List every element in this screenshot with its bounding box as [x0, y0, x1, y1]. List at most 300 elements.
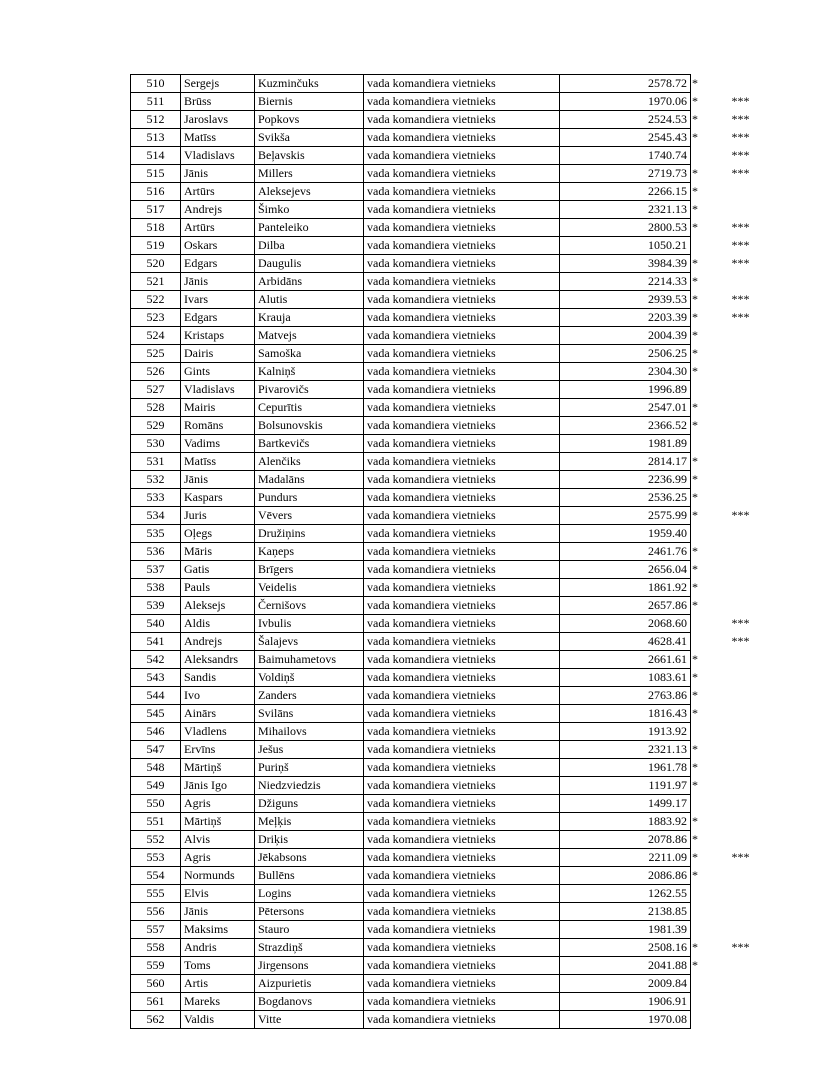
- last-name-cell: Cepurītis: [255, 399, 364, 417]
- asterisk-mark-cell: *: [692, 274, 698, 288]
- asterisk-mark-cell: [691, 975, 721, 993]
- first-name-cell: Aleksejs: [181, 597, 255, 615]
- triple-asterisk-mark-cell: [721, 381, 761, 399]
- last-name-cell: Vitte: [255, 1011, 364, 1029]
- row-number-cell: 548: [131, 759, 181, 777]
- asterisk-mark-cell: *: [692, 580, 698, 594]
- last-name-cell: Driķis: [255, 831, 364, 849]
- table-row: [131, 849, 761, 867]
- row-number-cell: 527: [131, 381, 181, 399]
- row-number-cell: 542: [131, 651, 181, 669]
- position-cell: vada komandiera vietnieks: [364, 921, 560, 939]
- position-cell: vada komandiera vietnieks: [364, 363, 560, 381]
- triple-asterisk-mark-cell: ***: [731, 220, 750, 234]
- amount-cell: 1996.89: [560, 381, 691, 399]
- asterisk-mark-cell: *: [692, 598, 698, 612]
- amount-cell: 2304.30: [560, 363, 691, 381]
- position-cell: vada komandiera vietnieks: [364, 741, 560, 759]
- amount-cell: 1959.40: [560, 525, 691, 543]
- amount-cell: 1970.06: [560, 93, 691, 111]
- first-name-cell: Mārtiņš: [181, 813, 255, 831]
- first-name-cell: Vadims: [181, 435, 255, 453]
- row-number-cell: 532: [131, 471, 181, 489]
- table-row: [131, 453, 761, 471]
- amount-cell: 2661.61: [560, 651, 691, 669]
- position-cell: vada komandiera vietnieks: [364, 507, 560, 525]
- triple-asterisk-mark-cell: ***: [731, 310, 750, 324]
- first-name-cell: Vladislavs: [181, 381, 255, 399]
- last-name-cell: Popkovs: [255, 111, 364, 129]
- row-number-cell: 518: [131, 219, 181, 237]
- table-row: [131, 363, 761, 381]
- row-number-cell: 560: [131, 975, 181, 993]
- asterisk-mark-cell: *: [692, 130, 698, 144]
- table-row: [131, 147, 761, 165]
- position-cell: vada komandiera vietnieks: [364, 417, 560, 435]
- table-row: [131, 651, 761, 669]
- position-cell: vada komandiera vietnieks: [364, 525, 560, 543]
- triple-asterisk-mark-cell: [721, 921, 761, 939]
- amount-cell: 1816.43: [560, 705, 691, 723]
- amount-cell: 3984.39: [560, 255, 691, 273]
- triple-asterisk-mark-cell: [721, 993, 761, 1011]
- triple-asterisk-mark-cell: [721, 183, 761, 201]
- table-row: [131, 939, 761, 957]
- position-cell: vada komandiera vietnieks: [364, 615, 560, 633]
- asterisk-mark-cell: [691, 525, 721, 543]
- first-name-cell: Sandis: [181, 669, 255, 687]
- asterisk-mark-cell: *: [692, 166, 698, 180]
- amount-cell: 2086.86: [560, 867, 691, 885]
- triple-asterisk-mark-cell: ***: [731, 256, 750, 270]
- position-cell: vada komandiera vietnieks: [364, 381, 560, 399]
- amount-cell: 1981.89: [560, 435, 691, 453]
- position-cell: vada komandiera vietnieks: [364, 777, 560, 795]
- asterisk-mark-cell: *: [692, 778, 698, 792]
- position-cell: vada komandiera vietnieks: [364, 939, 560, 957]
- first-name-cell: Brūss: [181, 93, 255, 111]
- last-name-cell: Strazdiņš: [255, 939, 364, 957]
- amount-cell: 1740.74: [560, 147, 691, 165]
- asterisk-mark-cell: *: [692, 202, 698, 216]
- last-name-cell: Stauro: [255, 921, 364, 939]
- row-number-cell: 562: [131, 1011, 181, 1029]
- row-number-cell: 513: [131, 129, 181, 147]
- table-row: [131, 741, 761, 759]
- row-number-cell: 515: [131, 165, 181, 183]
- table-row: [131, 165, 761, 183]
- last-name-cell: Madalāns: [255, 471, 364, 489]
- position-cell: vada komandiera vietnieks: [364, 543, 560, 561]
- row-number-cell: 551: [131, 813, 181, 831]
- amount-cell: 2366.52: [560, 417, 691, 435]
- asterisk-mark-cell: *: [692, 220, 698, 234]
- table-row: [131, 435, 761, 453]
- table-row: [131, 921, 761, 939]
- amount-cell: 2321.13: [560, 741, 691, 759]
- triple-asterisk-mark-cell: ***: [731, 130, 750, 144]
- position-cell: vada komandiera vietnieks: [364, 903, 560, 921]
- first-name-cell: Dairis: [181, 345, 255, 363]
- last-name-cell: Meļķis: [255, 813, 364, 831]
- amount-cell: 2138.85: [560, 903, 691, 921]
- table-row: [131, 957, 761, 975]
- position-cell: vada komandiera vietnieks: [364, 849, 560, 867]
- asterisk-mark-cell: *: [692, 184, 698, 198]
- last-name-cell: Veidelis: [255, 579, 364, 597]
- asterisk-mark-cell: *: [692, 76, 698, 90]
- amount-cell: 2763.86: [560, 687, 691, 705]
- row-number-cell: 555: [131, 885, 181, 903]
- table-row: [131, 687, 761, 705]
- asterisk-mark-cell: *: [692, 940, 698, 954]
- first-name-cell: Edgars: [181, 255, 255, 273]
- table-row: [131, 597, 761, 615]
- first-name-cell: Gatis: [181, 561, 255, 579]
- position-cell: vada komandiera vietnieks: [364, 885, 560, 903]
- triple-asterisk-mark-cell: ***: [731, 166, 750, 180]
- asterisk-mark-cell: *: [692, 868, 698, 882]
- first-name-cell: Jānis: [181, 471, 255, 489]
- amount-cell: 2508.16: [560, 939, 691, 957]
- first-name-cell: Mareks: [181, 993, 255, 1011]
- row-number-cell: 520: [131, 255, 181, 273]
- last-name-cell: Brīgers: [255, 561, 364, 579]
- triple-asterisk-mark-cell: [721, 957, 761, 975]
- amount-cell: 2656.04: [560, 561, 691, 579]
- table-body: [131, 75, 761, 1029]
- asterisk-mark-cell: *: [692, 94, 698, 108]
- row-number-cell: 535: [131, 525, 181, 543]
- amount-cell: 1191.97: [560, 777, 691, 795]
- first-name-cell: Artūrs: [181, 183, 255, 201]
- last-name-cell: Aleksejevs: [255, 183, 364, 201]
- last-name-cell: Svikša: [255, 129, 364, 147]
- asterisk-mark-cell: *: [692, 310, 698, 324]
- triple-asterisk-mark-cell: [721, 975, 761, 993]
- first-name-cell: Jaroslavs: [181, 111, 255, 129]
- table-row: [131, 813, 761, 831]
- last-name-cell: Logins: [255, 885, 364, 903]
- triple-asterisk-mark-cell: [721, 345, 761, 363]
- row-number-cell: 534: [131, 507, 181, 525]
- triple-asterisk-mark-cell: [721, 327, 761, 345]
- table-row: [131, 255, 761, 273]
- last-name-cell: Alutis: [255, 291, 364, 309]
- asterisk-mark-cell: [691, 237, 721, 255]
- last-name-cell: Kalniņš: [255, 363, 364, 381]
- table-row: [131, 309, 761, 327]
- asterisk-mark-cell: *: [692, 562, 698, 576]
- row-number-cell: 552: [131, 831, 181, 849]
- table-row: [131, 111, 761, 129]
- last-name-cell: Niedzviedzis: [255, 777, 364, 795]
- table-row: [131, 201, 761, 219]
- asterisk-mark-cell: *: [692, 418, 698, 432]
- last-name-cell: Zanders: [255, 687, 364, 705]
- triple-asterisk-mark-cell: [721, 867, 761, 885]
- first-name-cell: Kristaps: [181, 327, 255, 345]
- triple-asterisk-mark-cell: [721, 75, 761, 93]
- position-cell: vada komandiera vietnieks: [364, 651, 560, 669]
- table-row: [131, 399, 761, 417]
- row-number-cell: 547: [131, 741, 181, 759]
- last-name-cell: Daugulis: [255, 255, 364, 273]
- asterisk-mark-cell: *: [692, 760, 698, 774]
- triple-asterisk-mark-cell: ***: [731, 508, 750, 522]
- row-number-cell: 522: [131, 291, 181, 309]
- position-cell: vada komandiera vietnieks: [364, 183, 560, 201]
- row-number-cell: 556: [131, 903, 181, 921]
- amount-cell: 2800.53: [560, 219, 691, 237]
- row-number-cell: 557: [131, 921, 181, 939]
- position-cell: vada komandiera vietnieks: [364, 165, 560, 183]
- row-number-cell: 554: [131, 867, 181, 885]
- asterisk-mark-cell: *: [692, 544, 698, 558]
- row-number-cell: 517: [131, 201, 181, 219]
- triple-asterisk-mark-cell: ***: [731, 634, 750, 648]
- table-row: [131, 867, 761, 885]
- row-number-cell: 511: [131, 93, 181, 111]
- last-name-cell: Vēvers: [255, 507, 364, 525]
- position-cell: vada komandiera vietnieks: [364, 705, 560, 723]
- last-name-cell: Bolsunovskis: [255, 417, 364, 435]
- amount-cell: 1961.78: [560, 759, 691, 777]
- triple-asterisk-mark-cell: [721, 399, 761, 417]
- triple-asterisk-mark-cell: [721, 201, 761, 219]
- position-cell: vada komandiera vietnieks: [364, 327, 560, 345]
- row-number-cell: 558: [131, 939, 181, 957]
- asterisk-mark-cell: [691, 615, 721, 633]
- row-number-cell: 559: [131, 957, 181, 975]
- triple-asterisk-mark-cell: [721, 669, 761, 687]
- last-name-cell: Bogdanovs: [255, 993, 364, 1011]
- row-number-cell: 529: [131, 417, 181, 435]
- row-number-cell: 546: [131, 723, 181, 741]
- asterisk-mark-cell: *: [692, 454, 698, 468]
- first-name-cell: Oļegs: [181, 525, 255, 543]
- triple-asterisk-mark-cell: ***: [731, 940, 750, 954]
- table-row: [131, 489, 761, 507]
- asterisk-mark-cell: *: [692, 706, 698, 720]
- last-name-cell: Dilba: [255, 237, 364, 255]
- position-cell: vada komandiera vietnieks: [364, 561, 560, 579]
- position-cell: vada komandiera vietnieks: [364, 399, 560, 417]
- last-name-cell: Krauja: [255, 309, 364, 327]
- row-number-cell: 533: [131, 489, 181, 507]
- last-name-cell: Pivarovičs: [255, 381, 364, 399]
- triple-asterisk-mark-cell: [721, 525, 761, 543]
- triple-asterisk-mark-cell: ***: [731, 148, 750, 162]
- triple-asterisk-mark-cell: [721, 273, 761, 291]
- amount-cell: 1906.91: [560, 993, 691, 1011]
- asterisk-mark-cell: *: [692, 832, 698, 846]
- amount-cell: 1883.92: [560, 813, 691, 831]
- last-name-cell: Beļavskis: [255, 147, 364, 165]
- first-name-cell: Gints: [181, 363, 255, 381]
- first-name-cell: Andrejs: [181, 633, 255, 651]
- first-name-cell: Māris: [181, 543, 255, 561]
- first-name-cell: Maksims: [181, 921, 255, 939]
- position-cell: vada komandiera vietnieks: [364, 291, 560, 309]
- last-name-cell: Arbidāns: [255, 273, 364, 291]
- position-cell: vada komandiera vietnieks: [364, 345, 560, 363]
- last-name-cell: Šimko: [255, 201, 364, 219]
- amount-cell: 2506.25: [560, 345, 691, 363]
- row-number-cell: 531: [131, 453, 181, 471]
- last-name-cell: Alenčiks: [255, 453, 364, 471]
- position-cell: vada komandiera vietnieks: [364, 831, 560, 849]
- last-name-cell: Jēkabsons: [255, 849, 364, 867]
- salary-table: [130, 74, 761, 1029]
- first-name-cell: Aldis: [181, 615, 255, 633]
- last-name-cell: Ivbulis: [255, 615, 364, 633]
- first-name-cell: Vladislavs: [181, 147, 255, 165]
- table-row: [131, 183, 761, 201]
- amount-cell: 2719.73: [560, 165, 691, 183]
- amount-cell: 2461.76: [560, 543, 691, 561]
- triple-asterisk-mark-cell: [721, 705, 761, 723]
- asterisk-mark-cell: *: [692, 814, 698, 828]
- table-row: [131, 543, 761, 561]
- triple-asterisk-mark-cell: [721, 1011, 761, 1029]
- asterisk-mark-cell: [691, 381, 721, 399]
- position-cell: vada komandiera vietnieks: [364, 1011, 560, 1029]
- table-row: [131, 471, 761, 489]
- triple-asterisk-mark-cell: [721, 471, 761, 489]
- last-name-cell: Černišovs: [255, 597, 364, 615]
- last-name-cell: Voldiņš: [255, 669, 364, 687]
- asterisk-mark-cell: [691, 723, 721, 741]
- last-name-cell: Šalajevs: [255, 633, 364, 651]
- last-name-cell: Matvejs: [255, 327, 364, 345]
- position-cell: vada komandiera vietnieks: [364, 309, 560, 327]
- position-cell: vada komandiera vietnieks: [364, 489, 560, 507]
- triple-asterisk-mark-cell: [721, 885, 761, 903]
- row-number-cell: 530: [131, 435, 181, 453]
- amount-cell: 2547.01: [560, 399, 691, 417]
- first-name-cell: Elvis: [181, 885, 255, 903]
- amount-cell: 2068.60: [560, 615, 691, 633]
- table-row: [131, 417, 761, 435]
- row-number-cell: 545: [131, 705, 181, 723]
- triple-asterisk-mark-cell: [721, 453, 761, 471]
- triple-asterisk-mark-cell: [721, 543, 761, 561]
- first-name-cell: Sergejs: [181, 75, 255, 93]
- row-number-cell: 544: [131, 687, 181, 705]
- asterisk-mark-cell: *: [692, 400, 698, 414]
- first-name-cell: Aleksandrs: [181, 651, 255, 669]
- row-number-cell: 512: [131, 111, 181, 129]
- first-name-cell: Pauls: [181, 579, 255, 597]
- last-name-cell: Kuzminčuks: [255, 75, 364, 93]
- table-row: [131, 93, 761, 111]
- first-name-cell: Jānis: [181, 273, 255, 291]
- row-number-cell: 510: [131, 75, 181, 93]
- triple-asterisk-mark-cell: [721, 561, 761, 579]
- first-name-cell: Artis: [181, 975, 255, 993]
- asterisk-mark-cell: [691, 993, 721, 1011]
- asterisk-mark-cell: *: [692, 292, 698, 306]
- table-row: [131, 777, 761, 795]
- triple-asterisk-mark-cell: ***: [731, 238, 750, 252]
- triple-asterisk-mark-cell: [721, 597, 761, 615]
- amount-cell: 1970.08: [560, 1011, 691, 1029]
- first-name-cell: Toms: [181, 957, 255, 975]
- triple-asterisk-mark-cell: ***: [731, 292, 750, 306]
- first-name-cell: Edgars: [181, 309, 255, 327]
- asterisk-mark-cell: *: [692, 508, 698, 522]
- amount-cell: 2536.25: [560, 489, 691, 507]
- position-cell: vada komandiera vietnieks: [364, 669, 560, 687]
- triple-asterisk-mark-cell: [721, 687, 761, 705]
- first-name-cell: Ainārs: [181, 705, 255, 723]
- last-name-cell: Jirgensons: [255, 957, 364, 975]
- row-number-cell: 525: [131, 345, 181, 363]
- table-row: [131, 507, 761, 525]
- asterisk-mark-cell: *: [692, 688, 698, 702]
- position-cell: vada komandiera vietnieks: [364, 975, 560, 993]
- first-name-cell: Matīss: [181, 129, 255, 147]
- last-name-cell: Bartkevičs: [255, 435, 364, 453]
- triple-asterisk-mark-cell: [721, 903, 761, 921]
- first-name-cell: Oskars: [181, 237, 255, 255]
- asterisk-mark-cell: *: [692, 490, 698, 504]
- row-number-cell: 541: [131, 633, 181, 651]
- row-number-cell: 549: [131, 777, 181, 795]
- position-cell: vada komandiera vietnieks: [364, 813, 560, 831]
- row-number-cell: 521: [131, 273, 181, 291]
- table-row: [131, 75, 761, 93]
- triple-asterisk-mark-cell: [721, 831, 761, 849]
- position-cell: vada komandiera vietnieks: [364, 993, 560, 1011]
- row-number-cell: 523: [131, 309, 181, 327]
- triple-asterisk-mark-cell: [721, 813, 761, 831]
- triple-asterisk-mark-cell: ***: [731, 94, 750, 108]
- position-cell: vada komandiera vietnieks: [364, 129, 560, 147]
- amount-cell: 2009.84: [560, 975, 691, 993]
- first-name-cell: Ervīns: [181, 741, 255, 759]
- triple-asterisk-mark-cell: [721, 489, 761, 507]
- triple-asterisk-mark-cell: [721, 723, 761, 741]
- position-cell: vada komandiera vietnieks: [364, 633, 560, 651]
- table-row: [131, 975, 761, 993]
- position-cell: vada komandiera vietnieks: [364, 93, 560, 111]
- last-name-cell: Džiguns: [255, 795, 364, 813]
- table-row: [131, 1011, 761, 1029]
- triple-asterisk-mark-cell: [721, 579, 761, 597]
- table-row: [131, 759, 761, 777]
- first-name-cell: Jānis: [181, 903, 255, 921]
- asterisk-mark-cell: [691, 921, 721, 939]
- table-row: [131, 237, 761, 255]
- first-name-cell: Juris: [181, 507, 255, 525]
- last-name-cell: Mihailovs: [255, 723, 364, 741]
- asterisk-mark-cell: *: [692, 472, 698, 486]
- last-name-cell: Družiņins: [255, 525, 364, 543]
- position-cell: vada komandiera vietnieks: [364, 867, 560, 885]
- first-name-cell: Matīss: [181, 453, 255, 471]
- position-cell: vada komandiera vietnieks: [364, 147, 560, 165]
- last-name-cell: Svilāns: [255, 705, 364, 723]
- position-cell: vada komandiera vietnieks: [364, 597, 560, 615]
- asterisk-mark-cell: [691, 903, 721, 921]
- row-number-cell: 553: [131, 849, 181, 867]
- table-row: [131, 561, 761, 579]
- amount-cell: 2211.09: [560, 849, 691, 867]
- first-name-cell: Agris: [181, 849, 255, 867]
- row-number-cell: 561: [131, 993, 181, 1011]
